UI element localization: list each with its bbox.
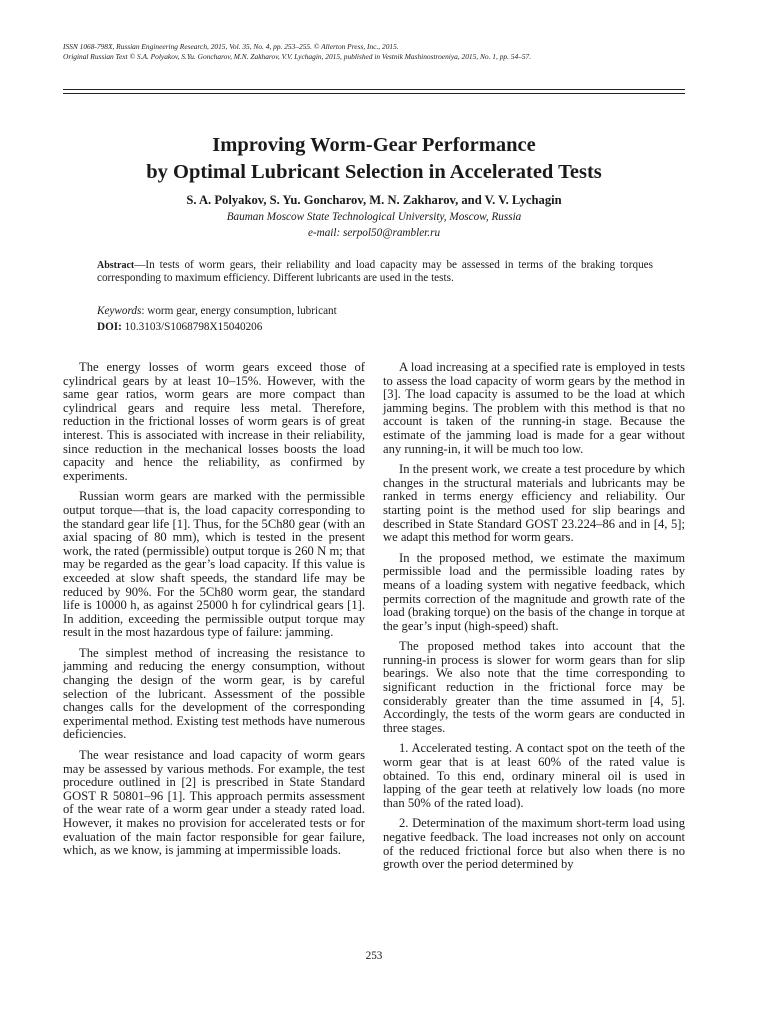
abstract-text: —In tests of worm gears, their reliability and load capacity may be assessed in terms of the braking torques corresponding to maximum efficiency. Different lubricants are used in the tests. — [97, 259, 653, 284]
right-column — [383, 361, 685, 879]
original-text-note: Original Russian Text © S.A. Polyakov, S.Yu. Goncharov, M.N. Zakharov, V.V. Lychagin, 2015, published in Vestnik Mashinostroeniya, 2015, No. 1, pp. 54–57. — [63, 52, 532, 61]
keywords — [97, 303, 653, 319]
paragraph: 2. Determination of the maximum short-term load using negative feedback. The load increases not only on account of the reduced frictional force but also when there is no growth over the period determined by — [383, 816, 685, 872]
contact-email: e-mail: serpol50@rambler.ru — [307, 227, 441, 239]
institution: Bauman Moscow State Technological University, Moscow, Russia — [226, 211, 522, 223]
affiliation — [63, 209, 685, 241]
abstract-label: Abstract — [97, 260, 135, 271]
journal-header — [63, 42, 723, 62]
keywords-label: Keywords — [97, 305, 142, 317]
paragraph: In the proposed method, we estimate the maximum permissible load and the permissible loading rates by means of a loading system with negative feedback, which permits correction of the magnitude and growth rate of the load (braking torque) on the basis of the change in torque at the gear’s input (high-speed) shaft. — [383, 550, 685, 633]
paragraph: Russian worm gears are marked with the permissible output torque—that is, the load capacity corresponding to the standard gear life [1]. Thus, for the 5Ch80 gear (with an axial spacing of 80 mm), which is tested in the present work, the rated (permissible) output torque is 260 N m; that may be regarded as the gear’s load capacity. If this value is exceeded at slow shaft speeds, the standard life may be reduced by 90%. For the 5Ch80 worm gear, the standard life is 10000 h, as against 25000 h for cylindrical gears [1]. In addition, exceeding the permissible output torque may result in the most hazardous type of failure: jamming. — [63, 489, 365, 640]
paper-title — [63, 132, 685, 186]
doi-label: DOI: — [97, 321, 122, 333]
header-rule-thick — [63, 89, 685, 90]
author-list: S. A. Polyakov, S. Yu. Goncharov, M. N. Zakharov, and V. V. Lychagin — [186, 193, 562, 207]
left-column — [63, 361, 365, 865]
paragraph: The proposed method takes into account that the running-in process is slower for worm gears than for slip bearings. We also note that the time corresponding to significant reduction in the frictional force may be considerably greater than the time assumed in [4, 5]. Accordingly, the tests of the worm gears are conducted in three stages. — [383, 639, 685, 735]
header-rule-thin — [63, 93, 685, 94]
paragraph: The wear resistance and load capacity of worm gears may be assessed by various methods. For example, the test procedure outlined in [2] is prescribed in State Standard GOST R 50801–96 [1]. This approach permits assessment of the wear rate of a worm gear under a steady rated load. However, it makes no provision for accelerated tests or for evaluation of the main factor responsible for gear failure, which, as we know, is jamming at impermissible loads. — [63, 748, 365, 858]
doi — [97, 319, 653, 335]
paragraph: The simplest method of increasing the resistance to jamming and reducing the energy consumption, without changing the design of the worm gear, is by careful selection of the lubricant. Assessment of the possible changes calls for the development of the corresponding experimental method. Existing test methods have numerous deficiencies. — [63, 645, 365, 742]
paragraph: The energy losses of worm gears exceed those of cylindrical gears by at least 10–15%. However, with the same gear ratios, worm gears are more compact than cylindrical gears and require less metal. Therefore, reduction in the frictional losses of worm gears is of great interest. This is associated with increase in their reliability, since reduction in the mechanical losses boosts the load capacity and hence the reliability, as confirmed by experiments. — [63, 360, 365, 483]
paragraph: In the present work, we create a test procedure by which changes in the structural materials and lubricants may be ranked in terms energy efficiency and reliability. Our starting point is the method used for slip bearings and described in State Standard GOST 23.224–86 and in [4, 5]; we adapt this method for worm gears. — [383, 462, 685, 545]
journal-citation: ISSN 1068-798X, Russian Engineering Research, 2015, Vol. 35, No. 4, pp. 253–255. © Allerton Press, Inc., 2015. — [63, 42, 399, 51]
abstract — [97, 259, 653, 285]
title-line-1: Improving Worm-Gear Performance — [212, 134, 536, 156]
doi-value: 10.3103/S1068798X15040206 — [121, 321, 263, 333]
keywords-text: : worm gear, energy consumption, lubricant — [141, 305, 337, 317]
page-number: 253 — [365, 950, 383, 962]
paragraph: 1. Accelerated testing. A contact spot on the teeth of the worm gear that is at least 60% of the rated value is obtained. To this end, ordinary mineral oil is used in lapping of the gear teeth at relatively low loads (no more than 50% of the rated load). — [383, 741, 685, 810]
title-line-2: by Optimal Lubricant Selection in Accelerated Tests — [146, 161, 602, 183]
paragraph: A load increasing at a specified rate is employed in tests to assess the load capacity of worm gears by the method in [3]. The load capacity is assumed to be the load at which jamming begins. The problem with this method is that no account is taken of the running-in stage. Because the estimate of the jamming load is made for a gear without any running-in, it will be much too low. — [383, 360, 685, 456]
